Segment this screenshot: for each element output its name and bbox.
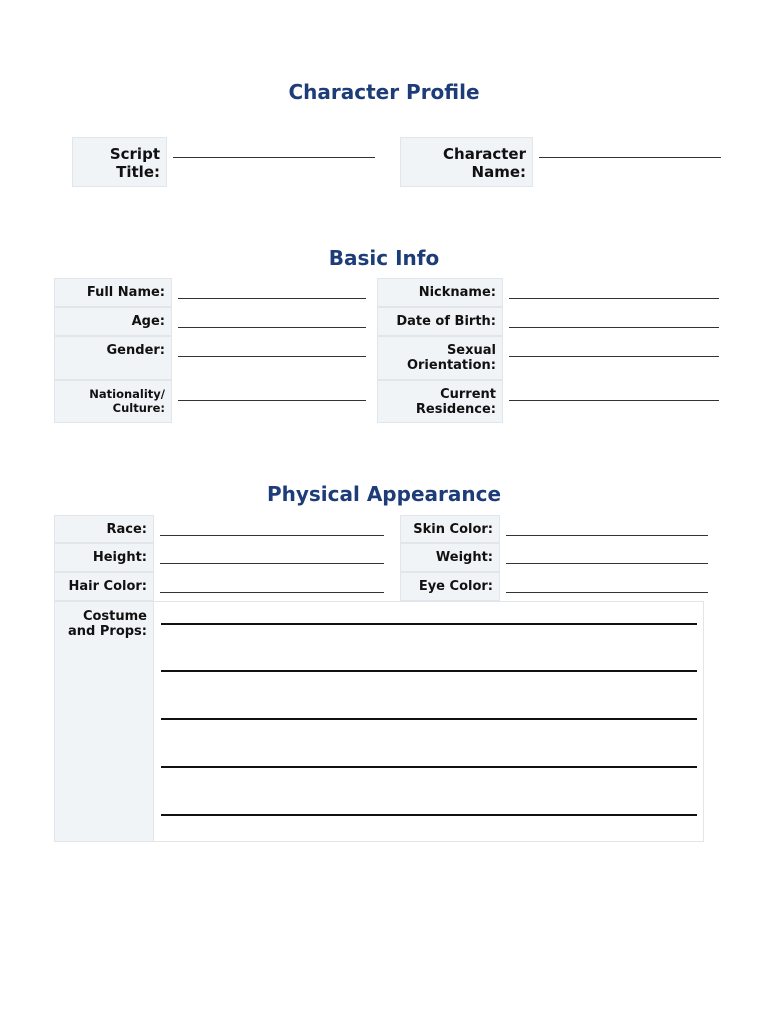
gender-field[interactable] bbox=[178, 356, 366, 357]
full-name-label: Full Name: bbox=[54, 278, 172, 307]
race-field[interactable] bbox=[160, 535, 384, 536]
nickname-field[interactable] bbox=[509, 298, 719, 299]
nationality-label: Nationality/ Culture: bbox=[54, 380, 172, 423]
script-title-field[interactable] bbox=[173, 157, 375, 158]
notes-line bbox=[161, 814, 697, 816]
height-field[interactable] bbox=[160, 563, 384, 564]
costume-and-props-notes[interactable] bbox=[153, 601, 704, 842]
eye-color-label: Eye Color: bbox=[400, 572, 500, 601]
notes-line bbox=[161, 718, 697, 720]
costume-and-props-label: Costume and Props: bbox=[54, 601, 154, 842]
current-residence-label: Current Residence: bbox=[377, 380, 503, 423]
gender-label: Gender: bbox=[54, 336, 172, 380]
sexual-orientation-field[interactable] bbox=[509, 356, 719, 357]
nationality-field[interactable] bbox=[178, 400, 366, 401]
weight-field[interactable] bbox=[506, 563, 708, 564]
age-label: Age: bbox=[54, 307, 172, 336]
sexual-orientation-label: Sexual Orientation: bbox=[377, 336, 503, 380]
eye-color-field[interactable] bbox=[506, 592, 708, 593]
age-field[interactable] bbox=[178, 327, 366, 328]
weight-label: Weight: bbox=[400, 543, 500, 572]
character-name-field[interactable] bbox=[539, 157, 721, 158]
current-residence-field[interactable] bbox=[509, 400, 719, 401]
script-title-label: Script Title: bbox=[72, 137, 167, 187]
nickname-label: Nickname: bbox=[377, 278, 503, 307]
full-name-field[interactable] bbox=[178, 298, 366, 299]
date-of-birth-field[interactable] bbox=[509, 327, 719, 328]
character-name-label: Character Name: bbox=[400, 137, 533, 187]
physical-appearance-heading: Physical Appearance bbox=[266, 482, 502, 506]
notes-line bbox=[161, 623, 697, 625]
hair-color-label: Hair Color: bbox=[54, 572, 154, 601]
height-label: Height: bbox=[54, 543, 154, 572]
notes-line bbox=[161, 766, 697, 768]
page-title: Character Profile bbox=[288, 80, 480, 104]
notes-line bbox=[161, 670, 697, 672]
race-label: Race: bbox=[54, 515, 154, 543]
date-of-birth-label: Date of Birth: bbox=[377, 307, 503, 336]
skin-color-label: Skin Color: bbox=[400, 515, 500, 543]
skin-color-field[interactable] bbox=[506, 535, 708, 536]
hair-color-field[interactable] bbox=[160, 592, 384, 593]
basic-info-heading: Basic Info bbox=[328, 246, 440, 270]
